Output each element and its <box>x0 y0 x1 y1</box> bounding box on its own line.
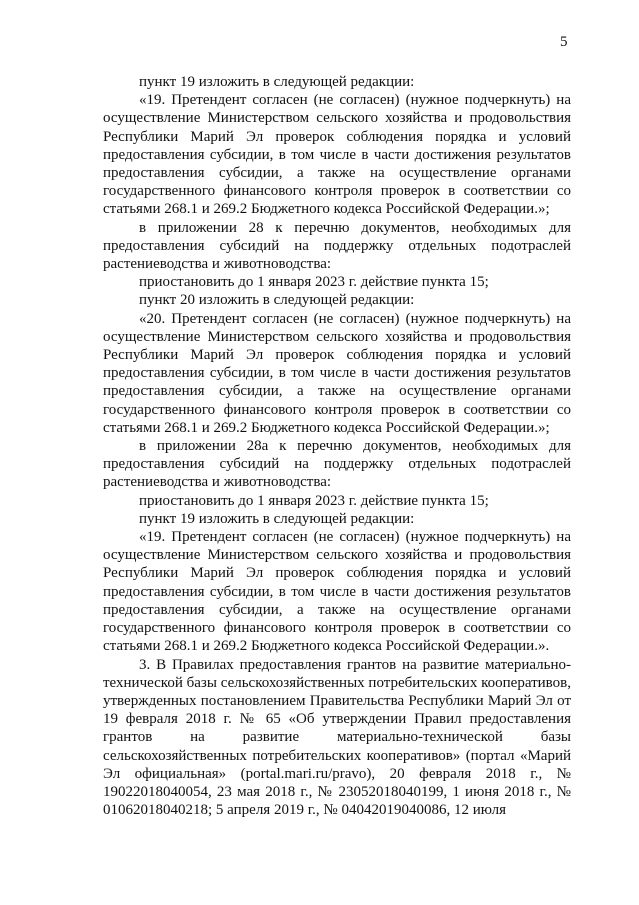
paragraph-10: «19. Претендент согласен (не согласен) (нужное подчеркнуть) на осуществление Министерством сельского хозяйства и продовольствия Республики Марий Эл проверок соблюдения порядка и условий предоставления субсидии, в том числе в части достижения результатов предоставления субсидии, а также на осуществление органами государственного финансового контроля проверок в соответствии со статьями 268.1 и 269.2 Бюджетного кодекса Российской Федерации.». <box>103 529 571 655</box>
paragraph-1: пункт 19 изложить в следующей редакции: <box>139 74 415 90</box>
paragraph-3: в приложении 28 к перечню документов, необходимых для предоставления субсидий на поддержку отдельных подотраслей растениеводства и животноводства: <box>103 219 571 273</box>
paragraph-2: «19. Претендент согласен (не согласен) (нужное подчеркнуть) на осуществление Министерством сельского хозяйства и продовольствия Республики Марий Эл проверок соблюдения порядка и условий предоставления субсидии, в том числе в части достижения результатов предоставления субсидии, а также на осуществление органами государственного финансового контроля проверок в соответствии со статьями 268.1 и 269.2 Бюджетного кодекса Российской Федерации.»; <box>103 92 571 218</box>
paragraph-4: приостановить до 1 января 2023 г. действие пункта 15; <box>139 274 489 291</box>
document-body <box>103 73 571 819</box>
paragraph-8: приостановить до 1 января 2023 г. действие пункта 15; <box>139 492 489 509</box>
page-number: 5 <box>560 34 568 50</box>
paragraph-9: пункт 19 изложить в следующей редакции: <box>139 510 415 527</box>
paragraph-7: в приложении 28а к перечню документов, необходимых для предоставления субсидий на поддержку отдельных подотраслей растениеводства и животноводства: <box>103 438 571 491</box>
paragraph-11: 3. В Правилах предоставления грантов на развитие материально-технической базы сельскохозяйственных потребительских кооперативов, утвержденных постановлением Правительства Республики Марий Эл от 19 февраля 2018 г. № 65 «Об утверждении Правил предоставления грантов на развитие материально-технической базы сельскохозяйственных потребительских кооперативов» (портал «Марий Эл официальная» (portal.mari.ru/pravo), 20 февраля 2018 г., № 19022018040054, 23 мая 2018 г., № 23052018040199, 1 июня 2018 г., № 01062018040218; 5 апреля 2019 г., № 04042019040086, 12 июля <box>103 656 571 819</box>
paragraph-6: «20. Претендент согласен (не согласен) (нужное подчеркнуть) на осуществление Министерством сельского хозяйства и продовольствия Республики Марий Эл проверок соблюдения порядка и условий предоставления субсидии, в том числе в части достижения результатов предоставления субсидии, а также на осуществление органами государственного финансового контроля проверок в соответствии со статьями 268.1 и 269.2 Бюджетного кодекса Российской Федерации.»; <box>103 310 571 436</box>
paragraph-5: пункт 20 изложить в следующей редакции: <box>139 292 415 309</box>
